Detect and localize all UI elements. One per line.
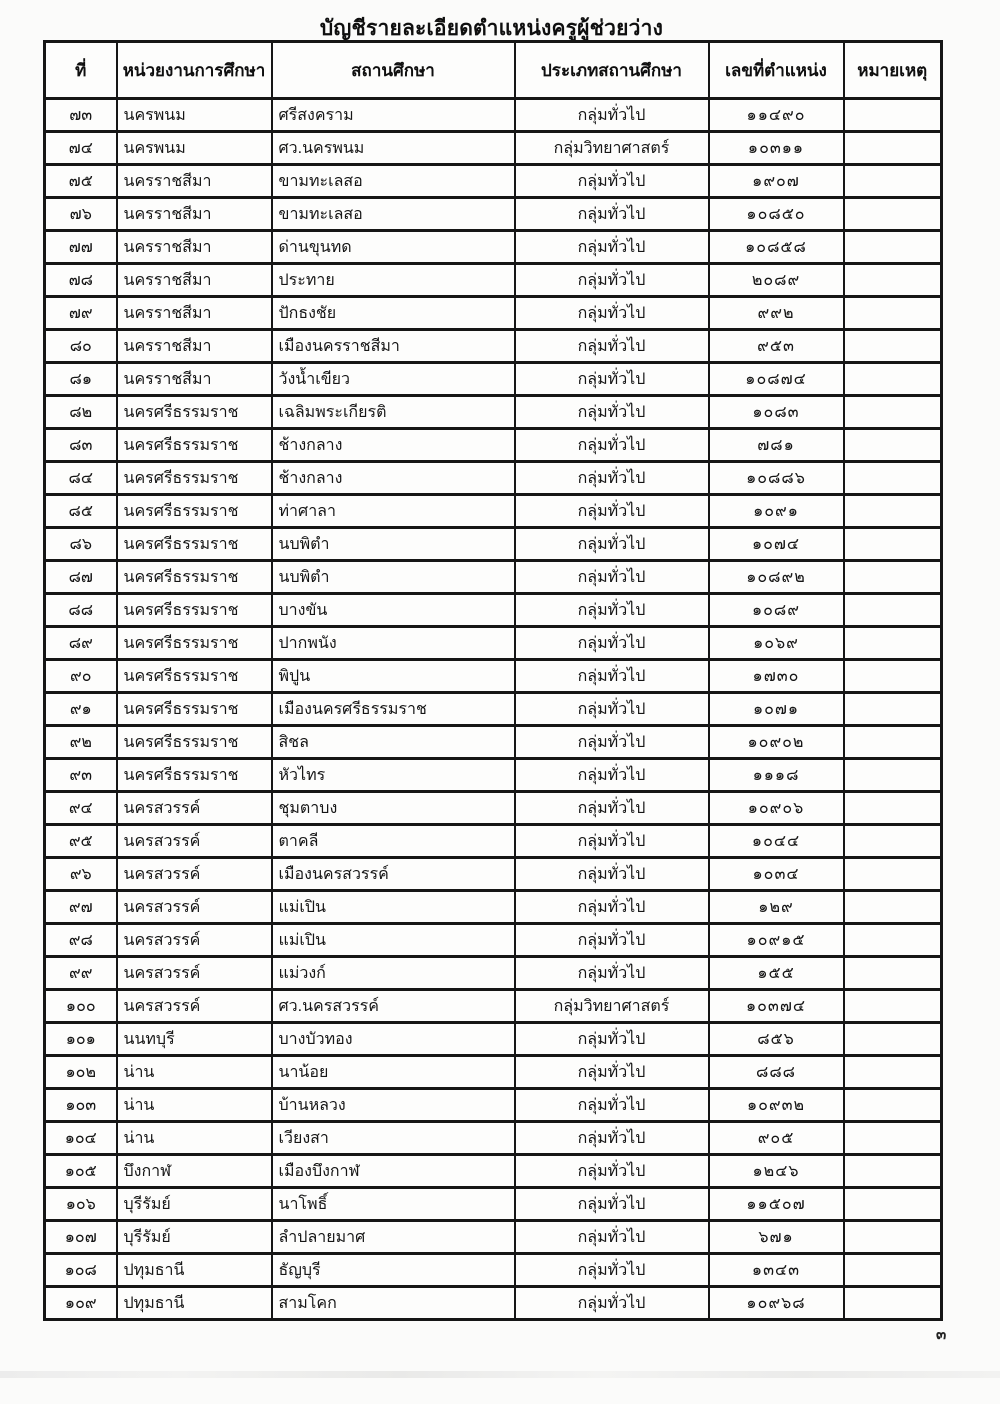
cell-row-number: ๗๗: [45, 231, 117, 264]
cell-school-type: กลุ่มทั่วไป: [515, 264, 709, 297]
cell-row-number: ๑๐๕: [45, 1155, 117, 1188]
table-row: [45, 462, 942, 495]
table-row: [45, 825, 942, 858]
cell-school: สิชล: [272, 726, 515, 759]
cell-school: นบพิตำ: [272, 528, 515, 561]
cell-row-number: ๙๑: [45, 693, 117, 726]
cell-position-number: ๑๐๙๑๕: [709, 924, 844, 957]
cell-position-number: ๑๐๗๑: [709, 693, 844, 726]
cell-school: ตาคลี: [272, 825, 515, 858]
cell-row-number: ๗๕: [45, 165, 117, 198]
cell-agency: นครศรีธรรมราช: [117, 396, 272, 429]
cell-school: แม่เปิน: [272, 891, 515, 924]
cell-school: เมืองนครศรีธรรมราช: [272, 693, 515, 726]
cell-position-number: ๑๐๙๐๖: [709, 792, 844, 825]
cell-agency: นครศรีธรรมราช: [117, 462, 272, 495]
cell-remark: [844, 297, 942, 330]
cell-remark: [844, 363, 942, 396]
header-agency: หน่วยงานการศึกษา: [117, 42, 272, 99]
cell-row-number: ๙๒: [45, 726, 117, 759]
cell-school: ศว.นครพนม: [272, 132, 515, 165]
cell-remark: [844, 1023, 942, 1056]
cell-agency: นครศรีธรรมราช: [117, 561, 272, 594]
cell-school-type: กลุ่มทั่วไป: [515, 924, 709, 957]
table-body: [45, 99, 942, 1320]
cell-position-number: ๙๙๒: [709, 297, 844, 330]
table-row: [45, 759, 942, 792]
positions-table: [43, 40, 943, 1321]
cell-remark: [844, 924, 942, 957]
cell-position-number: ๑๐๓๑๑: [709, 132, 844, 165]
cell-school-type: กลุ่มทั่วไป: [515, 1221, 709, 1254]
cell-school: นบพิตำ: [272, 561, 515, 594]
cell-school: ศว.นครสวรรค์: [272, 990, 515, 1023]
cell-position-number: ๑๓๔๓: [709, 1254, 844, 1287]
header-position: เลขที่ตำแหน่ง: [709, 42, 844, 99]
cell-remark: [844, 1155, 942, 1188]
table-row: [45, 627, 942, 660]
table-row: [45, 957, 942, 990]
table-row: [45, 561, 942, 594]
cell-school: ช้างกลาง: [272, 429, 515, 462]
table-row: [45, 363, 942, 396]
cell-agency: นครศรีธรรมราช: [117, 528, 272, 561]
cell-school: บางบัวทอง: [272, 1023, 515, 1056]
cell-row-number: ๙๗: [45, 891, 117, 924]
cell-position-number: ๑๗๓๐: [709, 660, 844, 693]
cell-agency: บุรีรัมย์: [117, 1221, 272, 1254]
table-row: [45, 1155, 942, 1188]
cell-agency: นครศรีธรรมราช: [117, 759, 272, 792]
cell-school: ประทาย: [272, 264, 515, 297]
header-no: ที่: [45, 42, 117, 99]
cell-agency: นครราชสีมา: [117, 231, 272, 264]
header-type: ประเภทสถานศึกษา: [515, 42, 709, 99]
table-row: [45, 1254, 942, 1287]
table-row: [45, 297, 942, 330]
table-row: [45, 528, 942, 561]
cell-row-number: ๑๐๔: [45, 1122, 117, 1155]
cell-position-number: ๑๐๔๔: [709, 825, 844, 858]
cell-agency: บุรีรัมย์: [117, 1188, 272, 1221]
cell-remark: [844, 396, 942, 429]
cell-school: พิปูน: [272, 660, 515, 693]
cell-agency: นครราชสีมา: [117, 330, 272, 363]
cell-row-number: ๘๕: [45, 495, 117, 528]
cell-remark: [844, 627, 942, 660]
cell-remark: [844, 858, 942, 891]
cell-position-number: ๑๐๓๗๔: [709, 990, 844, 1023]
cell-agency: นครศรีธรรมราช: [117, 594, 272, 627]
table-row: [45, 693, 942, 726]
cell-remark: [844, 165, 942, 198]
cell-school-type: กลุ่มทั่วไป: [515, 1056, 709, 1089]
cell-school-type: กลุ่มทั่วไป: [515, 1188, 709, 1221]
cell-school-type: กลุ่มทั่วไป: [515, 99, 709, 132]
cell-agency: น่าน: [117, 1122, 272, 1155]
cell-school: เมืองนครราชสีมา: [272, 330, 515, 363]
cell-school: นาน้อย: [272, 1056, 515, 1089]
cell-remark: [844, 759, 942, 792]
cell-remark: [844, 231, 942, 264]
table-row: [45, 891, 942, 924]
cell-position-number: ๑๐๙๓๒: [709, 1089, 844, 1122]
table-row: [45, 99, 942, 132]
page-title: บัญชีรายละเอียดตำแหน่งครูผู้ช่วยว่าง: [319, 17, 664, 40]
cell-school-type: กลุ่มวิทยาศาสตร์: [515, 132, 709, 165]
cell-remark: [844, 198, 942, 231]
cell-row-number: ๗๘: [45, 264, 117, 297]
cell-school-type: กลุ่มทั่วไป: [515, 759, 709, 792]
cell-remark: [844, 1056, 942, 1089]
cell-agency: นครราชสีมา: [117, 264, 272, 297]
cell-position-number: ๙๕๓: [709, 330, 844, 363]
cell-remark: [844, 594, 942, 627]
cell-school-type: กลุ่มทั่วไป: [515, 1089, 709, 1122]
table-row: [45, 990, 942, 1023]
table-row: [45, 264, 942, 297]
cell-position-number: ๑๐๙๐๒: [709, 726, 844, 759]
cell-position-number: ๑๐๙๖๘: [709, 1287, 844, 1320]
cell-position-number: ๑๐๘๘๖: [709, 462, 844, 495]
table-row: [45, 165, 942, 198]
cell-row-number: ๘๔: [45, 462, 117, 495]
cell-row-number: ๙๓: [45, 759, 117, 792]
cell-row-number: ๘๙: [45, 627, 117, 660]
cell-agency: นครสวรรค์: [117, 825, 272, 858]
table-row: [45, 1221, 942, 1254]
cell-remark: [844, 99, 942, 132]
cell-agency: บึงกาฬ: [117, 1155, 272, 1188]
cell-remark: [844, 891, 942, 924]
header-remark: หมายเหตุ: [844, 42, 942, 99]
header-school: สถานศึกษา: [272, 42, 515, 99]
cell-remark: [844, 792, 942, 825]
table-row: [45, 231, 942, 264]
cell-agency: นครศรีธรรมราช: [117, 495, 272, 528]
cell-school: ด่านขุนทด: [272, 231, 515, 264]
table-row: [45, 1188, 942, 1221]
cell-school: ศรีสงคราม: [272, 99, 515, 132]
cell-school: วังน้ำเขียว: [272, 363, 515, 396]
cell-row-number: ๘๖: [45, 528, 117, 561]
cell-row-number: ๗๖: [45, 198, 117, 231]
table-header-row: [45, 42, 942, 99]
cell-row-number: ๙๕: [45, 825, 117, 858]
cell-school: หัวไทร: [272, 759, 515, 792]
cell-agency: นนทบุรี: [117, 1023, 272, 1056]
cell-school: ลำปลายมาศ: [272, 1221, 515, 1254]
cell-remark: [844, 693, 942, 726]
cell-position-number: ๑๕๕: [709, 957, 844, 990]
cell-position-number: ๑๙๐๗: [709, 165, 844, 198]
cell-position-number: ๘๕๖: [709, 1023, 844, 1056]
cell-school: เมืองบึงกาฬ: [272, 1155, 515, 1188]
cell-school: ช้างกลาง: [272, 462, 515, 495]
cell-school-type: กลุ่มทั่วไป: [515, 594, 709, 627]
cell-school-type: กลุ่มทั่วไป: [515, 693, 709, 726]
cell-agency: นครราชสีมา: [117, 297, 272, 330]
cell-school: ธัญบุรี: [272, 1254, 515, 1287]
cell-school: เวียงสา: [272, 1122, 515, 1155]
cell-agency: นครพนม: [117, 99, 272, 132]
cell-row-number: ๘๓: [45, 429, 117, 462]
cell-remark: [844, 495, 942, 528]
cell-school: นาโพธิ์: [272, 1188, 515, 1221]
cell-position-number: ๑๐๘๕๘: [709, 231, 844, 264]
cell-agency: นครราชสีมา: [117, 198, 272, 231]
cell-row-number: ๑๐๘: [45, 1254, 117, 1287]
cell-school-type: กลุ่มทั่วไป: [515, 1287, 709, 1320]
cell-position-number: ๑๑๑๘: [709, 759, 844, 792]
cell-school: แม่เปิน: [272, 924, 515, 957]
cell-school: ปักธงชัย: [272, 297, 515, 330]
cell-agency: นครสวรรค์: [117, 957, 272, 990]
cell-school-type: กลุ่มทั่วไป: [515, 297, 709, 330]
cell-agency: นครศรีธรรมราช: [117, 627, 272, 660]
cell-row-number: ๘๒: [45, 396, 117, 429]
cell-school-type: กลุ่มทั่วไป: [515, 495, 709, 528]
cell-school-type: กลุ่มวิทยาศาสตร์: [515, 990, 709, 1023]
cell-row-number: ๙๙: [45, 957, 117, 990]
table-row: [45, 132, 942, 165]
cell-row-number: ๑๐๑: [45, 1023, 117, 1056]
cell-school: ปากพนัง: [272, 627, 515, 660]
table-row: [45, 396, 942, 429]
cell-remark: [844, 726, 942, 759]
table-row: [45, 660, 942, 693]
cell-position-number: ๘๘๘: [709, 1056, 844, 1089]
cell-school: บ้านหลวง: [272, 1089, 515, 1122]
cell-remark: [844, 957, 942, 990]
cell-remark: [844, 990, 942, 1023]
cell-row-number: ๑๐๖: [45, 1188, 117, 1221]
cell-row-number: ๗๙: [45, 297, 117, 330]
cell-position-number: ๙๐๕: [709, 1122, 844, 1155]
cell-school: เฉลิมพระเกียรติ: [272, 396, 515, 429]
cell-school-type: กลุ่มทั่วไป: [515, 165, 709, 198]
cell-school-type: กลุ่มทั่วไป: [515, 858, 709, 891]
cell-agency: นครสวรรค์: [117, 858, 272, 891]
cell-school-type: กลุ่มทั่วไป: [515, 396, 709, 429]
cell-row-number: ๙๔: [45, 792, 117, 825]
cell-school-type: กลุ่มทั่วไป: [515, 561, 709, 594]
cell-agency: นครพนม: [117, 132, 272, 165]
cell-position-number: ๑๐๘๙: [709, 594, 844, 627]
cell-row-number: ๑๐๐: [45, 990, 117, 1023]
cell-row-number: ๑๐๙: [45, 1287, 117, 1320]
cell-school: เมืองนครสวรรค์: [272, 858, 515, 891]
cell-school: ขามทะเลสอ: [272, 198, 515, 231]
cell-school-type: กลุ่มทั่วไป: [515, 528, 709, 561]
table-row: [45, 330, 942, 363]
table-row: [45, 1023, 942, 1056]
cell-remark: [844, 330, 942, 363]
cell-position-number: ๑๐๘๕๐: [709, 198, 844, 231]
cell-agency: น่าน: [117, 1089, 272, 1122]
cell-remark: [844, 1221, 942, 1254]
cell-remark: [844, 1122, 942, 1155]
cell-agency: นครราชสีมา: [117, 363, 272, 396]
table-row: [45, 594, 942, 627]
cell-position-number: ๑๐๖๙: [709, 627, 844, 660]
cell-row-number: ๗๔: [45, 132, 117, 165]
cell-row-number: ๙๘: [45, 924, 117, 957]
cell-row-number: ๘๑: [45, 363, 117, 396]
cell-row-number: ๑๐๒: [45, 1056, 117, 1089]
cell-school: ขามทะเลสอ: [272, 165, 515, 198]
cell-agency: นครศรีธรรมราช: [117, 429, 272, 462]
cell-position-number: ๑๐๓๔: [709, 858, 844, 891]
page-number: ๓: [936, 1326, 947, 1343]
cell-school-type: กลุ่มทั่วไป: [515, 462, 709, 495]
cell-school-type: กลุ่มทั่วไป: [515, 957, 709, 990]
cell-agency: ปทุมธานี: [117, 1287, 272, 1320]
cell-school-type: กลุ่มทั่วไป: [515, 429, 709, 462]
cell-remark: [844, 132, 942, 165]
cell-position-number: ๑๐๘๗๔: [709, 363, 844, 396]
cell-remark: [844, 429, 942, 462]
cell-school-type: กลุ่มทั่วไป: [515, 363, 709, 396]
cell-position-number: ๑๑๕๐๗: [709, 1188, 844, 1221]
cell-row-number: ๙๖: [45, 858, 117, 891]
cell-school-type: กลุ่มทั่วไป: [515, 726, 709, 759]
cell-position-number: ๑๐๗๔: [709, 528, 844, 561]
cell-row-number: ๑๐๗: [45, 1221, 117, 1254]
cell-school: ชุมตาบง: [272, 792, 515, 825]
cell-school-type: กลุ่มทั่วไป: [515, 1122, 709, 1155]
table-row: [45, 1122, 942, 1155]
cell-school-type: กลุ่มทั่วไป: [515, 792, 709, 825]
cell-row-number: ๙๐: [45, 660, 117, 693]
cell-remark: [844, 528, 942, 561]
cell-school-type: กลุ่มทั่วไป: [515, 198, 709, 231]
table-row: [45, 1056, 942, 1089]
cell-row-number: ๘๐: [45, 330, 117, 363]
cell-school-type: กลุ่มทั่วไป: [515, 330, 709, 363]
cell-agency: นครสวรรค์: [117, 792, 272, 825]
cell-row-number: ๘๘: [45, 594, 117, 627]
table-row: [45, 1287, 942, 1320]
cell-school-type: กลุ่มทั่วไป: [515, 1254, 709, 1287]
scan-artifact-bottom-band: [0, 1371, 1000, 1378]
table-row: [45, 858, 942, 891]
table-row: [45, 198, 942, 231]
cell-row-number: ๗๓: [45, 99, 117, 132]
cell-agency: ปทุมธานี: [117, 1254, 272, 1287]
cell-position-number: ๑๑๔๙๐: [709, 99, 844, 132]
cell-row-number: ๘๗: [45, 561, 117, 594]
cell-agency: นครศรีธรรมราช: [117, 660, 272, 693]
cell-remark: [844, 561, 942, 594]
cell-remark: [844, 462, 942, 495]
cell-school-type: กลุ่มทั่วไป: [515, 825, 709, 858]
cell-agency: นครศรีธรรมราช: [117, 726, 272, 759]
cell-position-number: ๑๐๘๓: [709, 396, 844, 429]
cell-school-type: กลุ่มทั่วไป: [515, 1155, 709, 1188]
cell-remark: [844, 1188, 942, 1221]
table-row: [45, 726, 942, 759]
cell-remark: [844, 1089, 942, 1122]
cell-row-number: ๑๐๓: [45, 1089, 117, 1122]
table-row: [45, 924, 942, 957]
table-row: [45, 1089, 942, 1122]
cell-remark: [844, 825, 942, 858]
table-row: [45, 792, 942, 825]
cell-agency: นครสวรรค์: [117, 990, 272, 1023]
cell-agency: นครศรีธรรมราช: [117, 693, 272, 726]
cell-position-number: ๑๐๘๙๒: [709, 561, 844, 594]
cell-remark: [844, 660, 942, 693]
cell-position-number: ๑๒๔๖: [709, 1155, 844, 1188]
cell-position-number: ๗๘๑: [709, 429, 844, 462]
table-row: [45, 495, 942, 528]
cell-position-number: ๖๗๑: [709, 1221, 844, 1254]
cell-agency: นครราชสีมา: [117, 165, 272, 198]
cell-position-number: ๑๒๙: [709, 891, 844, 924]
cell-school-type: กลุ่มทั่วไป: [515, 1023, 709, 1056]
cell-school: แม่วงก์: [272, 957, 515, 990]
cell-remark: [844, 1254, 942, 1287]
cell-position-number: ๒๐๘๙: [709, 264, 844, 297]
cell-school-type: กลุ่มทั่วไป: [515, 891, 709, 924]
table-row: [45, 429, 942, 462]
cell-agency: น่าน: [117, 1056, 272, 1089]
cell-school-type: กลุ่มทั่วไป: [515, 627, 709, 660]
cell-school: สามโคก: [272, 1287, 515, 1320]
cell-school-type: กลุ่มทั่วไป: [515, 660, 709, 693]
cell-school: บางขัน: [272, 594, 515, 627]
cell-agency: นครสวรรค์: [117, 924, 272, 957]
cell-school: ท่าศาลา: [272, 495, 515, 528]
cell-position-number: ๑๐๙๑: [709, 495, 844, 528]
cell-remark: [844, 264, 942, 297]
cell-remark: [844, 1287, 942, 1320]
cell-school-type: กลุ่มทั่วไป: [515, 231, 709, 264]
cell-agency: นครสวรรค์: [117, 891, 272, 924]
